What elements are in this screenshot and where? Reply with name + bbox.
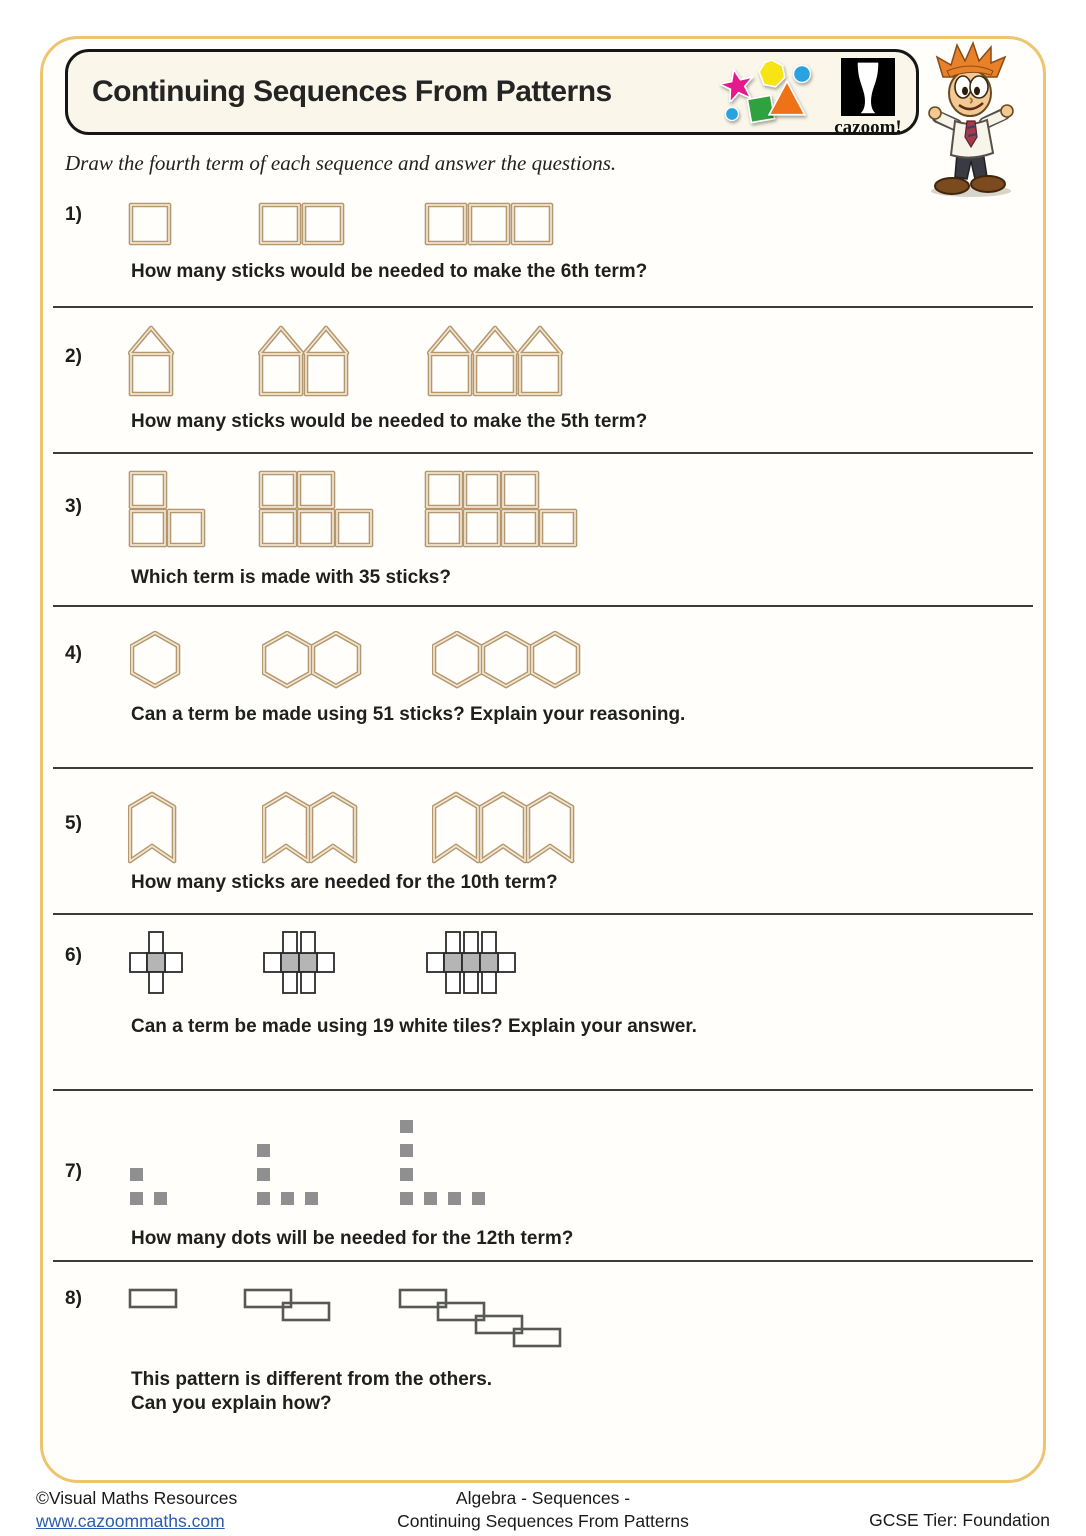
question-divider <box>53 913 1033 915</box>
footer-category-line1: Algebra - Sequences - <box>455 1488 631 1508</box>
pattern-term <box>130 631 183 689</box>
pattern-term <box>262 930 336 995</box>
footer-tier: GCSE Tier: Foundation <box>869 1510 1050 1530</box>
pattern-row <box>65 322 1021 398</box>
mascot-character-icon <box>923 41 1019 201</box>
question-3 <box>65 470 1021 608</box>
question-number: 1) <box>65 204 82 225</box>
triangle-icon <box>768 80 806 116</box>
pattern-term <box>128 325 177 398</box>
pattern-term <box>425 930 517 995</box>
question-6 <box>65 931 1021 1091</box>
pattern-term <box>258 202 347 246</box>
question-number: 6) <box>65 944 82 966</box>
circle-small-icon <box>724 106 740 122</box>
question-8 <box>65 1288 1021 1416</box>
worksheet-sheet <box>40 36 1046 1483</box>
pattern-term <box>243 1288 331 1322</box>
question-text-line2: Can you explain how? <box>131 1393 332 1414</box>
pattern-row <box>65 470 1021 548</box>
worksheet-header <box>65 49 919 138</box>
question-divider <box>53 306 1033 308</box>
question-7 <box>65 1117 1021 1263</box>
pattern-term <box>262 791 360 867</box>
question-text: How many sticks would be needed to make the 5th term? <box>131 410 648 432</box>
pattern-term <box>128 1288 178 1309</box>
question-divider <box>53 1089 1033 1091</box>
question-divider <box>53 1260 1033 1262</box>
pattern-term <box>255 1142 320 1207</box>
pattern-term <box>432 631 583 689</box>
question-divider <box>53 605 1033 607</box>
pattern-term <box>258 470 375 548</box>
pattern-row <box>65 789 1021 867</box>
pattern-row <box>65 931 1021 995</box>
question-number: 5) <box>65 813 82 834</box>
pattern-term <box>398 1118 487 1207</box>
footer-category-line2: Continuing Sequences From Patterns <box>397 1510 689 1531</box>
question-text: How many sticks are needed for the 10th term? <box>131 872 558 893</box>
page-title: Continuing Sequences From Patterns <box>92 75 612 108</box>
question-1 <box>65 198 1021 308</box>
pattern-term <box>398 1288 562 1348</box>
question-divider <box>53 452 1033 454</box>
pattern-term <box>424 202 556 246</box>
goblet-icon <box>841 58 895 116</box>
pattern-row <box>65 1117 1021 1207</box>
copyright-text: ©Visual Maths Resources <box>36 1488 238 1508</box>
cazoom-logo <box>828 58 908 139</box>
pattern-row <box>65 629 1021 689</box>
pattern-term <box>128 202 174 246</box>
instruction-text: Draw the fourth term of each sequence and answer the questions. <box>65 151 617 175</box>
question-text: Can a term be made using 19 white tiles? Explain your answer. <box>131 1015 697 1037</box>
shapes-decoration <box>720 60 820 128</box>
question-2 <box>65 322 1021 454</box>
question-number: 4) <box>65 643 82 665</box>
question-number: 2) <box>65 345 82 367</box>
pattern-term <box>258 325 352 398</box>
question-text: Which term is made with 35 sticks? <box>131 566 451 588</box>
pattern-term <box>262 631 364 689</box>
cazoom-logo-text: cazoom! <box>834 117 902 138</box>
pattern-term <box>432 791 577 867</box>
question-text: Can a term be made using 51 sticks? Explain your reasoning. <box>131 704 686 726</box>
question-text: How many sticks would be needed to make the 6th term? <box>131 261 648 282</box>
pattern-term <box>128 930 184 995</box>
pattern-term <box>128 791 179 867</box>
question-divider <box>53 767 1033 769</box>
question-number: 3) <box>65 495 82 517</box>
pattern-term <box>128 470 207 548</box>
question-text: How many dots will be needed for the 12th term? <box>131 1227 574 1249</box>
pattern-row <box>65 198 1021 246</box>
question-5 <box>65 789 1021 915</box>
question-number: 8) <box>65 1288 82 1310</box>
pattern-row <box>65 1288 1021 1350</box>
question-text: This pattern is different from the others. <box>131 1369 493 1391</box>
pattern-term <box>424 470 579 548</box>
website-link[interactable]: www.cazoommaths.com <box>36 1510 225 1531</box>
question-4 <box>65 629 1021 769</box>
pattern-term <box>427 325 566 398</box>
pattern-term <box>128 1166 169 1207</box>
question-number: 7) <box>65 1160 82 1182</box>
